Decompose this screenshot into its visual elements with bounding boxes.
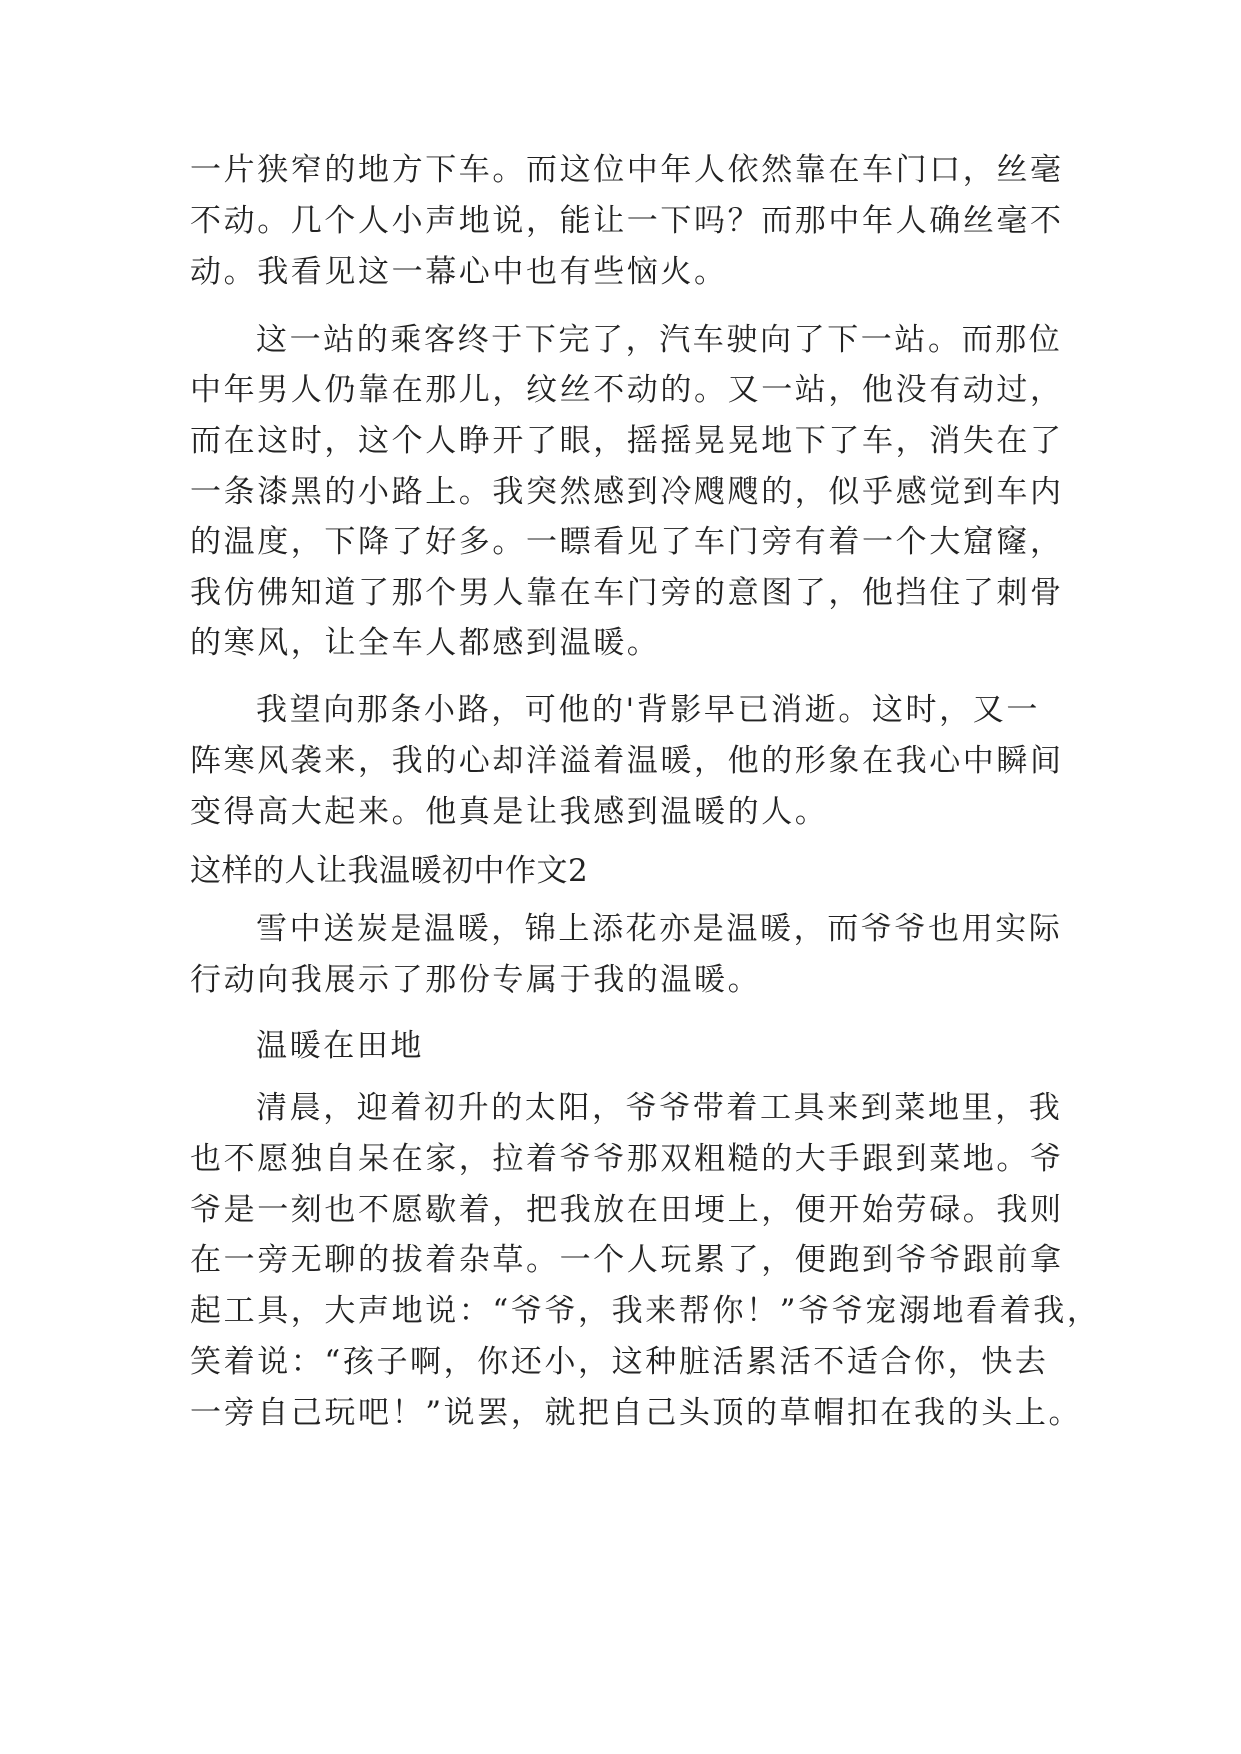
text-line: 爷是一刻也不愿歇着，把我放在田埂上，便开始劳碌。我则 [190,1192,1064,1228]
text-line: 的温度，下降了好多。一瞟看见了车门旁有着一个大窟窿， [190,524,1064,560]
subheading: 温暖在田地 [256,1028,424,1064]
text-line: 我望向那条小路，可他的'背影早已消逝。这时，又一 [256,692,1040,728]
text-line: 雪中送炭是温暖，锦上添花亦是温暖，而爷爷也用实际 [256,911,1063,947]
text-line: 一旁自己玩吧！”说罢，就把自己头顶的草帽扣在我的头上。 [190,1395,1083,1431]
text-line: 我仿佛知道了那个男人靠在车门旁的意图了，他挡住了刺骨 [190,575,1064,611]
text-line: 中年男人仍靠在那儿，纹丝不动的。又一站，他没有动过， [190,372,1064,408]
text-line: 起工具，大声地说：“爷爷，我来帮你！”爷爷宠溺地看着我， [190,1293,1101,1329]
text-line: 这一站的乘客终于下完了，汽车驶向了下一站。而那位 [256,322,1063,358]
text-line: 阵寒风袭来，我的心却洋溢着温暖，他的形象在我心中瞬间 [190,743,1064,779]
text-line: 行动向我展示了那份专属于我的温暖。 [190,962,762,998]
text-line: 清晨，迎着初升的太阳，爷爷带着工具来到菜地里，我 [256,1090,1063,1126]
text-line: 一片狭窄的地方下车。而这位中年人依然靠在车门口，丝毫 [190,152,1064,188]
text-line: 笑着说：“孩子啊，你还小，这种脏活累活不适合你，快去 [190,1344,1049,1380]
text-line: 变得高大起来。他真是让我感到温暖的人。 [190,794,829,830]
text-line: 而在这时，这个人睁开了眼，摇摇晃晃地下了车，消失在了 [190,423,1064,459]
text-line: 也不愿独自呆在家，拉着爷爷那双粗糙的大手跟到菜地。爷 [190,1141,1064,1177]
text-line: 一条漆黑的小路上。我突然感到冷飕飕的，似乎感觉到车内 [190,474,1064,510]
text-line: 在一旁无聊的拔着杂草。一个人玩累了，便跑到爷爷跟前拿 [190,1242,1064,1278]
section-heading: 这样的人让我温暖初中作文2 [190,853,589,889]
text-line: 的寒风，让全车人都感到温暖。 [190,625,661,661]
text-line: 动。我看见这一幕心中也有些恼火。 [190,254,728,290]
text-line: 不动。几个人小声地说，能让一下吗？而那中年人确丝毫不 [190,203,1064,239]
